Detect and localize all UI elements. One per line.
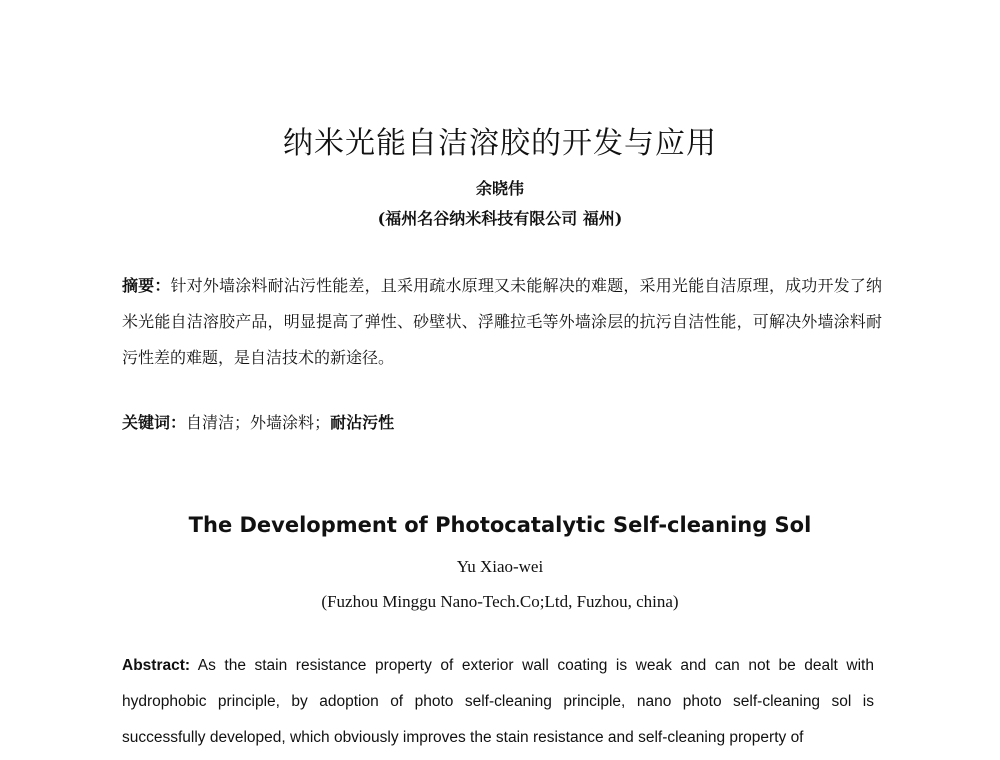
en-title: The Development of Photocatalytic Self-cleaning Sol <box>188 513 812 537</box>
cn-keyword: 外墙涂料 <box>250 413 315 432</box>
cn-author: 余晓伟 <box>475 179 524 198</box>
cn-keyword: 自清洁 <box>186 413 235 432</box>
en-abstract-label: Abstract: <box>122 657 191 674</box>
en-affiliation: (Fuzhou Minggu Nano-Tech.Co;Ltd, Fuzhou, china) <box>321 592 679 611</box>
cn-keyword-separator: ； <box>314 413 331 432</box>
cn-affiliation: (福州名谷纳米科技有限公司 福州) <box>377 209 623 228</box>
cn-keyword: 耐沾污性 <box>330 413 395 432</box>
en-abstract-text: As the stain resistance property of exterior wall coating is weak and can not be dealt with hydrophobic principle, by adoption of photo self-cleaning principle, nano photo self-cleaning sol is successfully developed, which obviously improves the stain resistance and self-cleaning property of <box>122 657 874 746</box>
cn-keywords <box>122 410 882 433</box>
cn-keyword-separator: ； <box>234 413 251 432</box>
cn-abstract-text: 针对外墙涂料耐沾污性能差，且采用疏水原理又未能解决的难题，采用光能自洁原理，成功开发了纳米光能自洁溶胶产品，明显提高了弹性、砂壁状、浮雕拉毛等外墙涂层的抗污自洁性能，可解决外墙涂料耐污性差的难题，是自洁技术的新途径。 <box>122 276 882 367</box>
cn-keywords-label: 关键词： <box>122 413 187 432</box>
cn-abstract <box>122 268 882 376</box>
en-author: Yu Xiao-wei <box>456 557 544 576</box>
cn-title: 纳米光能自洁溶胶的开发与应用 <box>283 126 717 161</box>
en-abstract <box>122 648 874 756</box>
cn-abstract-label: 摘要： <box>122 276 171 295</box>
